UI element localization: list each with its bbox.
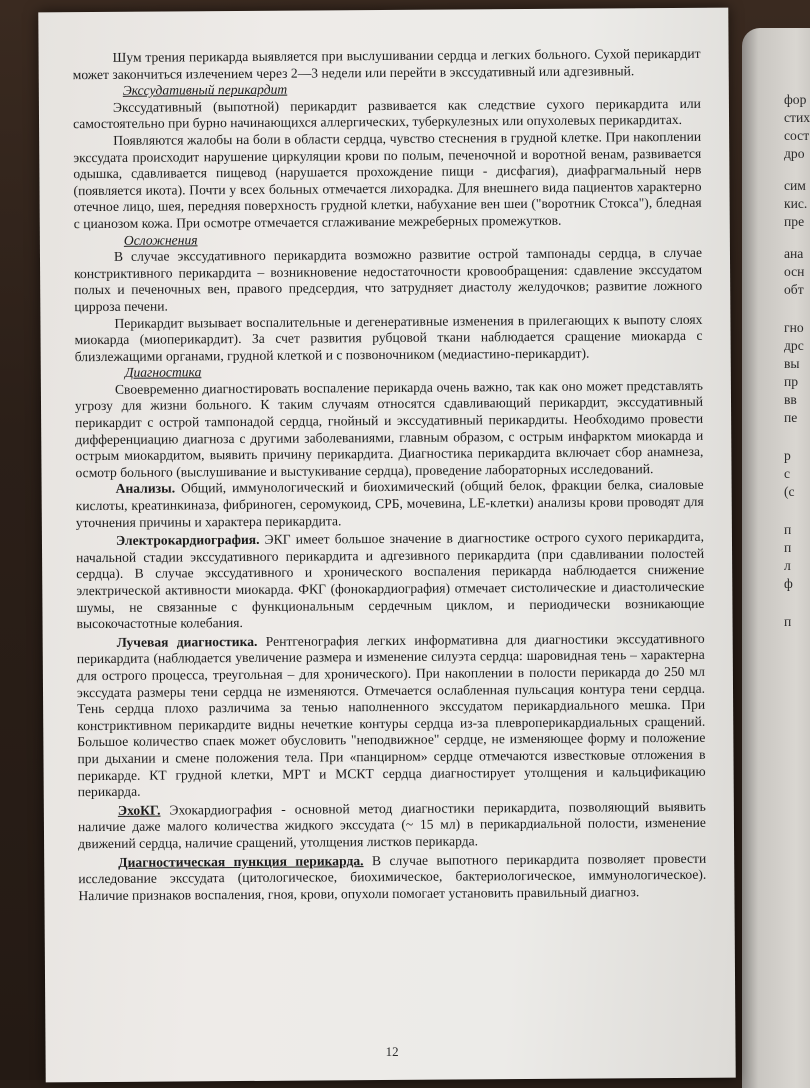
next-page-fragment: сост [784, 128, 810, 143]
next-page-edge [742, 28, 810, 1088]
next-page-fragment: сим [784, 178, 806, 193]
puncture-text: В случае выпотного перикардита позволяет провести исследование экссудата (цитологическое, биохимическое, бактериологическое, иммунологическое). Наличие признаков воспаления, гноя, крови, опухоли помогает установить правильный диагноз. [78, 850, 707, 903]
echo-text: Эхокардиография - основной метод диагностики перикардита, позволяющий выявить наличие даже малого количества жидкого экссудата (~ 15 мл) в перикардиальной полости, изменение движений сердца, наличие сращений, утолщения листков перикарда. [77, 798, 706, 852]
analyses-label: Анализы. [115, 480, 176, 497]
next-page-fragment: с [784, 466, 791, 481]
next-page-fragment: ф [784, 576, 793, 591]
page-text [73, 46, 707, 905]
next-page-fragment: вв [784, 392, 797, 407]
analyses-text: Общий, иммунологический и биохимический (общий белок, фракции белка, сиаловые кислоты, креатинкиназа, фибриноген, серомукоид, СРБ, мочевина, LE-клетки) анализы крови проводят для уточнения причины и характера перикардита. [75, 477, 704, 530]
next-page-fragment: пр [784, 374, 799, 389]
ray-label: Лучевая диагностика. [116, 633, 258, 650]
next-page-fragment: (с [784, 484, 795, 499]
paragraph-echo [78, 798, 706, 852]
paragraph-complications-1: В случае экссудативного перикардита возможно развитие острой тампонады сердца, в случае констриктивного перикардита – возникновение недостаточности кровообращения: сдавление экссудатом полых и печеночных вен, правого предсердия, что затрудняет диастолу желудочков; развитие ложного цирроза печени. [74, 244, 703, 315]
ray-text: Рентгенография легких информативна для диагностики экссудативного перикардита (наблюдается увеличение размера и изменение силуэта сердца: шаровидная тень – характерна для острого процесса, треугольная – для хронического). При накоплении в полости перикарда до 250 мл экссудата размеры тени сердца не изменяются. Отмечается ослабленная пульсация контура тени сердца. Тень сердца плохо различима за тенью наполненного экссудатом перикардиального мешка. При констриктивном перикардите видны нечеткие контуры сердца из-за плевроперикардиальных сращений. Большое количество спаек может обусловить "неподвижное" сердце, не изменяющее форму и положение при дыхании и смене положения тела. При «панцирном» сердце отмечаются известковые отложения в перикарде. КТ грудной клетки, МРТ и МСКТ сердца диагностирует утолщения и кальцификацию перикарда. [76, 630, 706, 800]
next-page-fragment: дрс [784, 338, 804, 353]
ecg-label: Электрокардиография. [115, 532, 260, 549]
heading-exudative: Экссудативный перикардит [122, 81, 288, 99]
next-page-fragment: гно [784, 320, 804, 335]
paragraph-intro: Шум трения перикарда выявляется при выслушивании сердца и легких больного. Сухой перикардит может закончиться излечением через 2—3 недели или перейти в экссудативный или адгезивный. [72, 45, 701, 82]
paragraph-exudative-1: Экссудативный (выпотной) перикардит развивается как следствие сухого перикардита или самостоятельно при бурно начинающихся аллергических, туберкулезных или опухолевых перикардитах. [73, 95, 701, 132]
next-page-fragment: пе [784, 410, 798, 425]
next-page-fragment: ана [784, 246, 804, 261]
next-page-fragment: п [784, 522, 792, 537]
paragraph-ecg [76, 529, 705, 633]
next-page-fragment: п [784, 614, 792, 629]
next-page-fragment: пре [784, 214, 805, 229]
next-page-fragment: кис. [784, 196, 808, 211]
next-page-fragment: обт [784, 282, 804, 297]
next-page-fragment: стих [784, 110, 810, 125]
next-page-fragment: л [784, 558, 791, 573]
next-page-fragment: фор [784, 92, 807, 107]
paragraph-diagnostics-1: Своевременно диагностировать воспаление перикарда очень важно, так как оно может представлять угрозу для жизни больного. К таким случаям относятся сдавливающий перикардит, экссудативный перикардит с острой тампонадой сердца, гнойный и экссудативный перикардиты. Необходимо провести дифференциацию диагноза с другими заболеваниями, главным образом, с острым инфарктом миокарда и острым миокардитом, выявить причину перикардита. Диагностика перикардита включает сбор анамнеза, осмотр больного (выслушивание и выстукивание сердца), проведение лабораторных исследований. [74, 377, 704, 481]
next-page-fragment: р [784, 448, 791, 463]
paragraph-analyses [76, 477, 704, 531]
paragraph-ray [77, 631, 706, 801]
heading-diagnostics: Диагностика [124, 364, 202, 381]
paragraph-puncture [78, 850, 706, 904]
next-page-fragment: вы [784, 356, 800, 371]
heading-complications: Осложнения [123, 231, 198, 248]
puncture-label: Диагностическая пункция перикарда. [118, 852, 364, 870]
echo-label: ЭхоКГ. [117, 802, 161, 818]
paragraph-complications-2: Перикардит вызывает воспалительные и дегенеративные изменения в прилегающих к выпоту слоях миокарда (миоперикардит). За счет развития рубцовой ткани наблюдается сращение миокарда с близлежащими органами, грудной клеткой и с позвоночником (медиастино-перикардит). [74, 311, 703, 364]
book-page [38, 8, 735, 1083]
page-number: 12 [385, 1043, 399, 1060]
ecg-text: ЭКГ имеет большое значение в диагностике острого сухого перикардита, начальной стадии экссудативного перикардита и адгезивного перикардита (при сдавливании полостей сердца). В случае экссудативного и хронического воспаления перикарда наблюдается снижение электрической активности миокарда. ФКГ (фонокардиография) отмечает систолические и диастолические шумы, не связанные с функциональным сердечным циклом, и периодически возникающие высокочастотные колебания. [76, 529, 705, 632]
paragraph-exudative-2: Появляются жалобы на боли в области сердца, чувство стеснения в грудной клетке. При накоплении экссудата происходит нарушение циркуляции крови по полым, печеночной и воротной венам, развивается одышка, сдавливается пищевод (нарушается прохождение пищи - дисфагия), диафрагмальный нерв (появляется икота). Почти у всех больных отмечается лихорадка. Для внешнего вида пациентов характерно отечное лицо, шея, передняя поверхность грудной клетки, набухание вен шеи ("воротник Стокса"), бледная с цианозом кожа. При осмотре отмечается сглаживание межреберных промежутков. [73, 128, 702, 232]
next-page-fragment: осн [784, 264, 805, 279]
next-page-fragment: п [784, 540, 792, 555]
next-page-fragment: дро [784, 146, 805, 161]
